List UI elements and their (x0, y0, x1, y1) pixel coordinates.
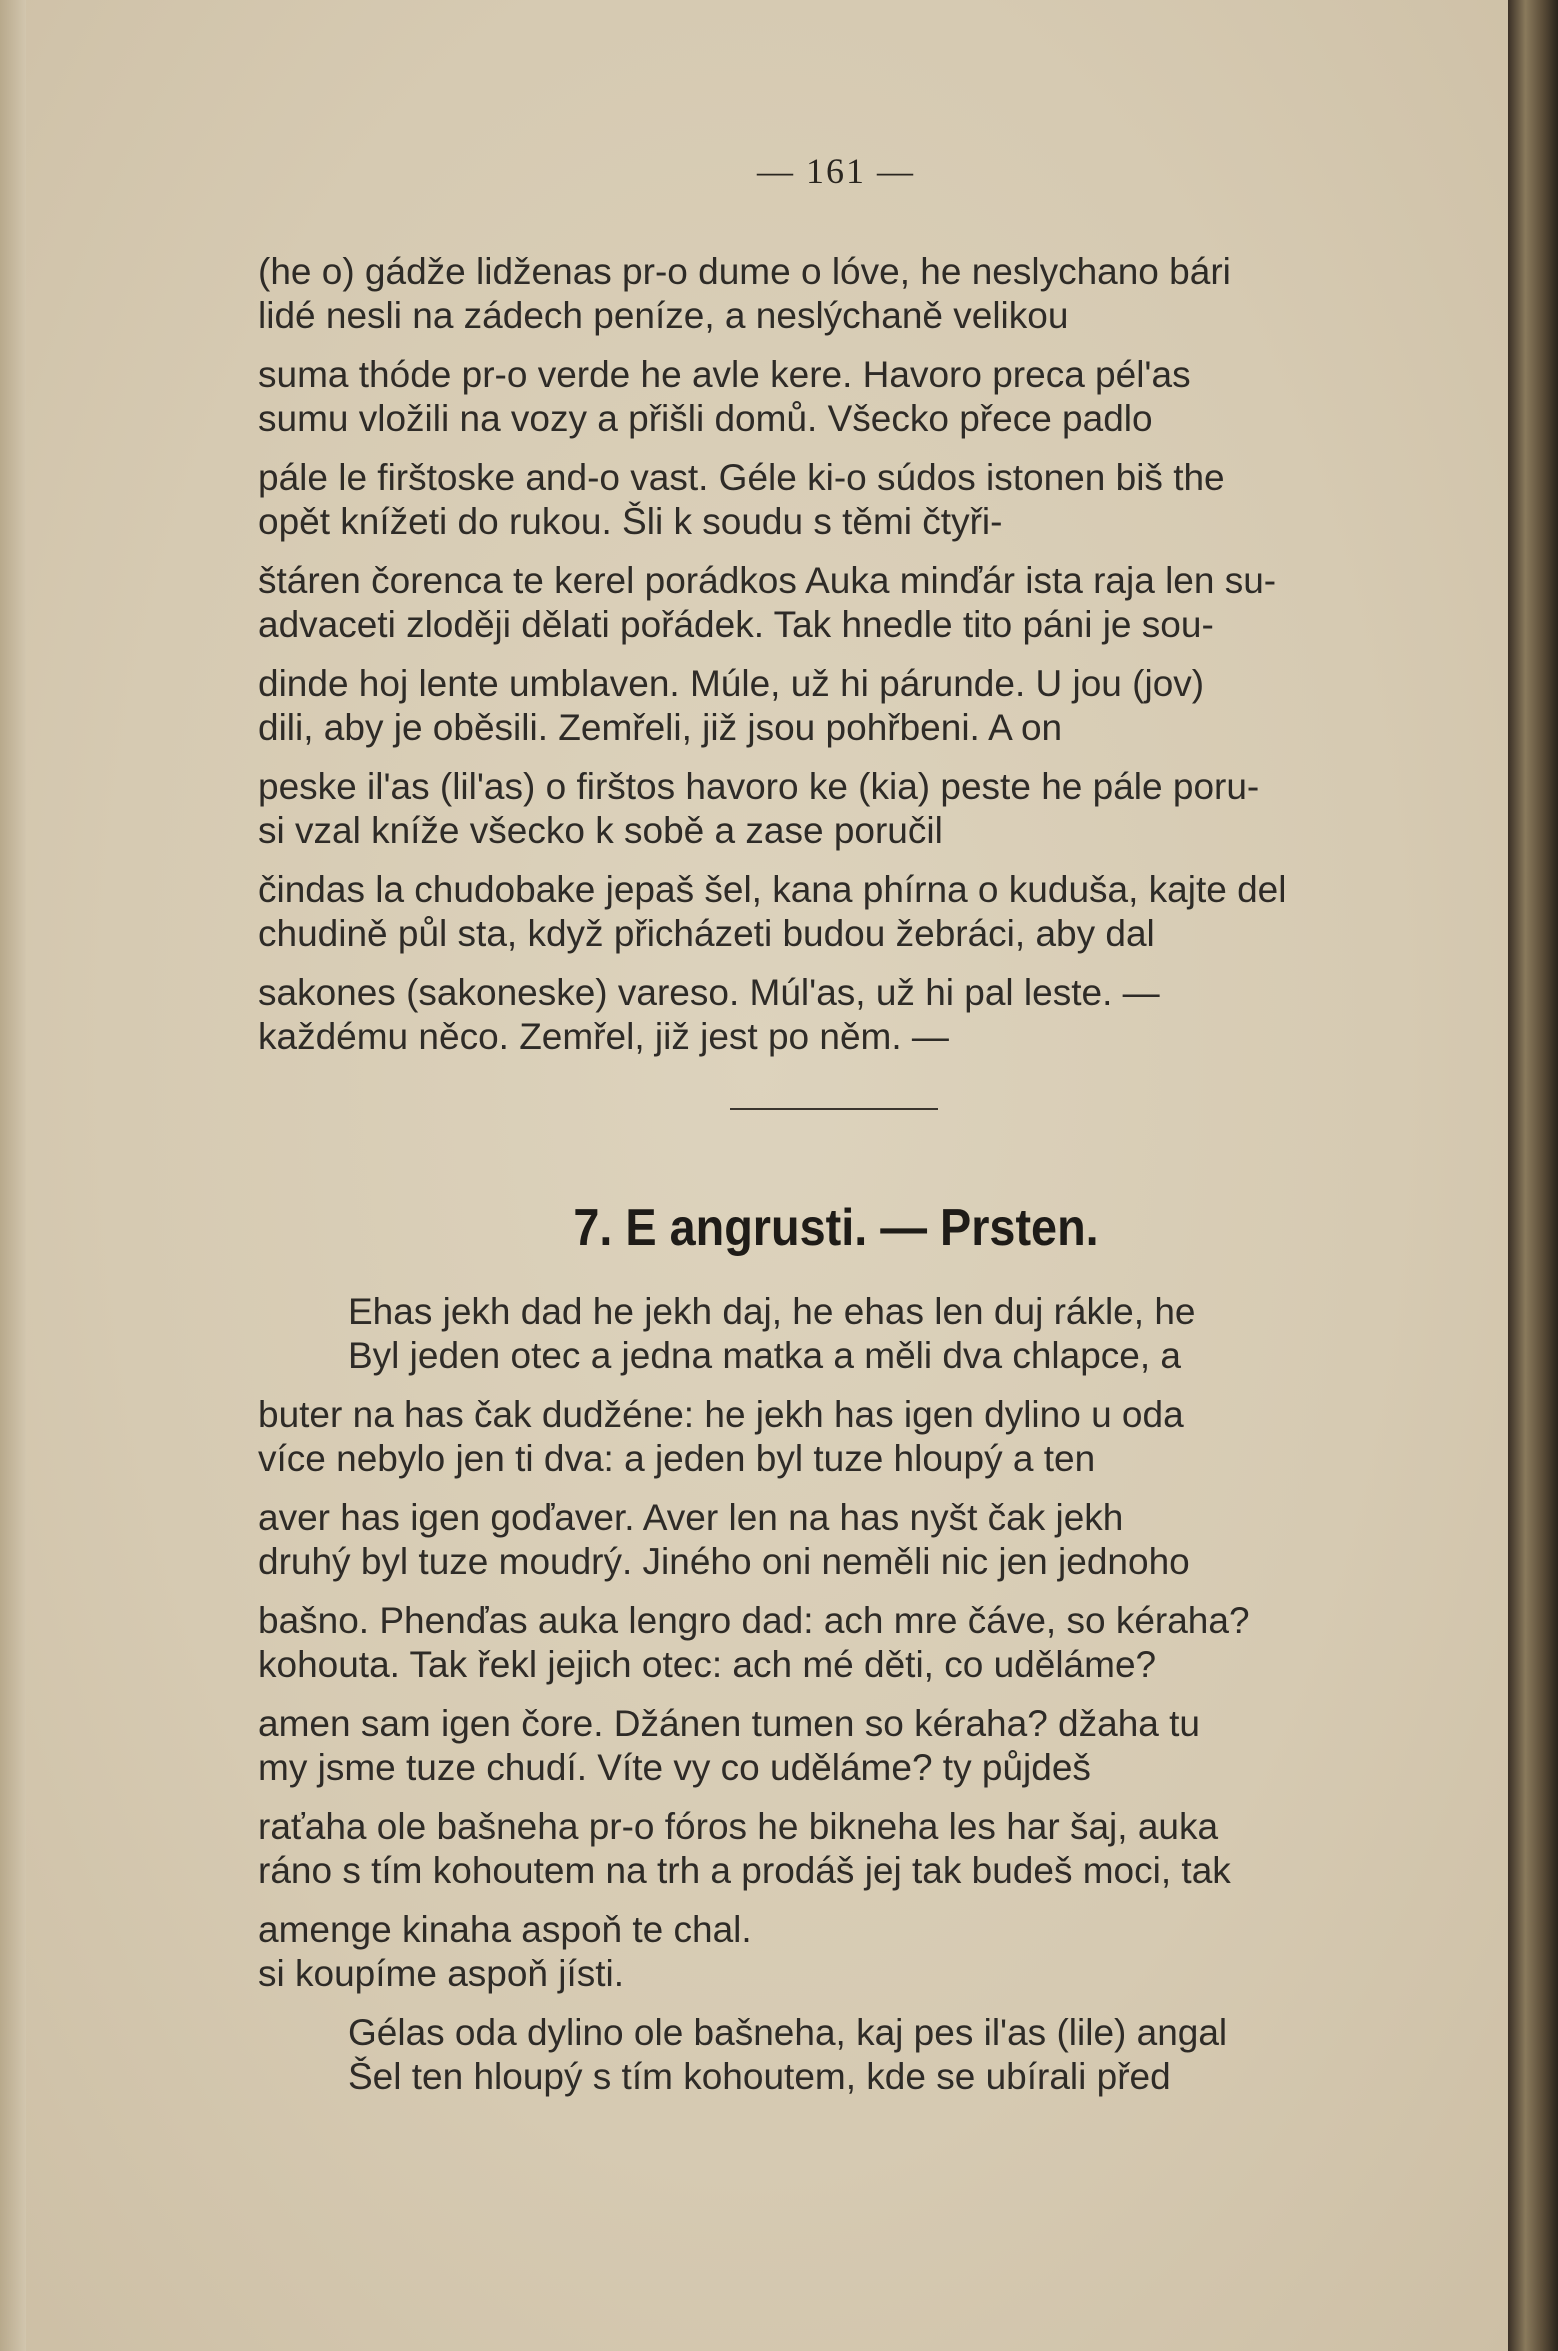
romani-line: peske il'as (lil'as) o firštos havoro ke (kia) peste he pále poru- (258, 766, 1260, 807)
czech-line: ráno s tím kohoutem na trh a prodáš jej tak budeš moci, tak (258, 1850, 1231, 1891)
line-pair (258, 2011, 1408, 2114)
romani-line: amen sam igen čore. Džánen tumen so kéraha? džaha tu (258, 1703, 1201, 1744)
romani-line: Ehas jekh dad he jekh daj, he ehas len duj rákle, he (348, 1291, 1196, 1332)
romani-line: raťaha ole bašneha pr-o fóros he bikneha les har šaj, auka (258, 1806, 1219, 1847)
line-pair (258, 1496, 1408, 1599)
czech-line: dili, aby je oběsili. Zemřeli, již jsou pohřbeni. A on (258, 707, 1063, 748)
line-pair (258, 868, 1408, 971)
line-pair (258, 250, 1408, 353)
czech-line: druhý byl tuze moudrý. Jiného oni neměli nic jen jednoho (258, 1541, 1190, 1582)
romani-line: suma thóde pr-o verde he avle kere. Havoro preca pél'as (258, 354, 1191, 395)
page-number: — 161 — (757, 151, 915, 191)
romani-line: dinde hoj lente umblaven. Múle, už hi párunde. U jou (jov) (258, 663, 1205, 704)
romani-line: (he o) gádže lidženas pr-o dume o lóve, he neslychano bári (258, 251, 1231, 292)
czech-line: advaceti zloději dělati pořádek. Tak hnedle tito páni je sou- (258, 604, 1214, 645)
czech-line: každému něco. Zemřel, již jest po něm. — (258, 1016, 949, 1057)
line-pair (258, 1805, 1408, 1908)
line-pair (258, 1702, 1408, 1805)
czech-line: lidé nesli na zádech peníze, a neslýchaně velikou (258, 295, 1069, 336)
paragraph-block-1 (258, 250, 1408, 1074)
line-pair (258, 559, 1408, 662)
section-title: 7. E angrusti. — Prsten. (573, 1199, 1099, 1257)
czech-line: kohouta. Tak řekl jejich otec: ach mé děti, co uděláme? (258, 1644, 1157, 1685)
czech-line: my jsme tuze chudí. Víte vy co uděláme? ty půjdeš (258, 1747, 1091, 1788)
line-pair (258, 1908, 1408, 2011)
romani-line: štáren čorenca te kerel porádkos Auka minďár ista raja len su- (258, 560, 1277, 601)
line-pair (258, 1290, 1408, 1393)
romani-line: aver has igen goďaver. Aver len na has nyšt čak jekh (258, 1497, 1124, 1538)
line-pair (258, 353, 1408, 456)
czech-line: Šel ten hloupý s tím kohoutem, kde se ubírali před (348, 2056, 1171, 2097)
romani-line: sakones (sakoneske) vareso. Múl'as, už hi pal leste. — (258, 972, 1160, 1013)
paragraph-block-2 (258, 1290, 1408, 2114)
page-left-margin (0, 0, 26, 2351)
book-spine-edge (1508, 0, 1558, 2351)
line-pair (258, 456, 1408, 559)
czech-line: chudině půl sta, když přicházeti budou žebráci, aby dal (258, 913, 1155, 954)
romani-line: čindas la chudobake jepaš šel, kana phírna o kuduša, kajte del (258, 869, 1287, 910)
section-divider (730, 1108, 938, 1110)
line-pair (258, 765, 1408, 868)
czech-line: si vzal kníže všecko k sobě a zase poručil (258, 810, 943, 851)
czech-line: sumu vložili na vozy a přišli domů. Všecko přece padlo (258, 398, 1153, 439)
czech-line: více nebylo jen ti dva: a jeden byl tuze hloupý a ten (258, 1438, 1096, 1479)
czech-line: Byl jeden otec a jedna matka a měli dva chlapce, a (348, 1335, 1181, 1376)
romani-line: buter na has čak dudžéne: he jekh has igen dylino u oda (258, 1394, 1184, 1435)
romani-line: bašno. Phenďas auka lengro dad: ach mre čáve, so kéraha? (258, 1600, 1250, 1641)
line-pair (258, 971, 1408, 1074)
czech-line: si koupíme aspoň jísti. (258, 1953, 625, 1994)
line-pair (258, 1393, 1408, 1496)
romani-line: Gélas oda dylino ole bašneha, kaj pes il'as (lile) angal (348, 2012, 1228, 2053)
line-pair (258, 662, 1408, 765)
romani-line: amenge kinaha aspoň te chal. (258, 1909, 752, 1950)
line-pair (258, 1599, 1408, 1702)
czech-line: opět knížeti do rukou. Šli k soudu s těmi čtyři- (258, 501, 1003, 542)
romani-line: pále le firštoske and-o vast. Géle ki-o súdos istonen biš the (258, 457, 1225, 498)
